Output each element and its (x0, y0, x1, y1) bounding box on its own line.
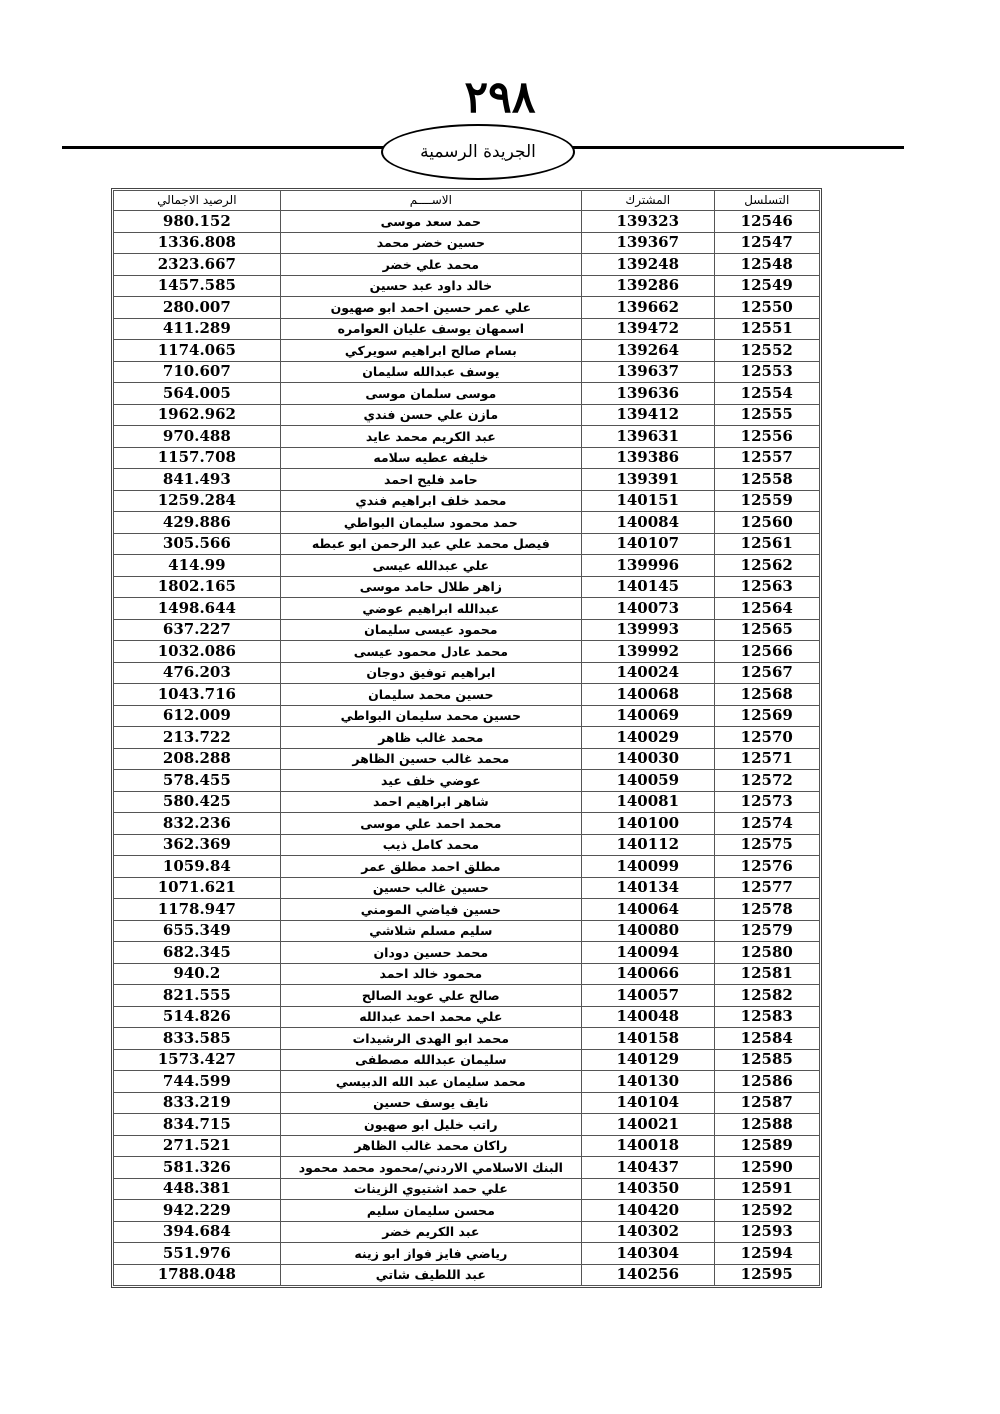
balance-cell: 970.488 (114, 426, 281, 448)
table-row (114, 426, 820, 448)
table-row (114, 1178, 820, 1200)
subscriber-cell: 139992 (581, 641, 714, 663)
balance-cell: 744.599 (114, 1071, 281, 1093)
subscriber-cell: 140029 (581, 727, 714, 749)
subscriber-cell: 140068 (581, 684, 714, 706)
table-row (114, 619, 820, 641)
serial-cell: 12579 (714, 920, 819, 942)
name-cell: محمد غالب ظاهر (280, 727, 581, 749)
publication-title-oval (381, 124, 575, 180)
balance-cell: 271.521 (114, 1135, 281, 1157)
name-cell: رياضي فايز فواز ابو زينه (280, 1243, 581, 1265)
table-row (114, 555, 820, 577)
balance-cell: 213.722 (114, 727, 281, 749)
table-row (114, 1114, 820, 1136)
name-cell: مازن علي حسن فندي (280, 404, 581, 426)
balance-cell: 414.99 (114, 555, 281, 577)
balance-cell: 564.005 (114, 383, 281, 405)
subscriber-cell: 140158 (581, 1028, 714, 1050)
table-row (114, 1028, 820, 1050)
serial-cell: 12557 (714, 447, 819, 469)
table-row (114, 770, 820, 792)
serial-cell: 12580 (714, 942, 819, 964)
subscriber-cell: 140104 (581, 1092, 714, 1114)
name-cell: اسمهان يوسف عليان العوامره (280, 318, 581, 340)
serial-cell: 12571 (714, 748, 819, 770)
table-row (114, 641, 820, 663)
serial-cell: 12586 (714, 1071, 819, 1093)
table-row (114, 813, 820, 835)
name-cell: عبد اللطيف شاتي (280, 1264, 581, 1286)
table-row (114, 447, 820, 469)
table-row (114, 469, 820, 491)
name-cell: خليفه عطيه سلامه (280, 447, 581, 469)
table-row (114, 1071, 820, 1093)
balance-cell: 1157.708 (114, 447, 281, 469)
name-cell: حمد محمود سليمان البواطي (280, 512, 581, 534)
name-cell: حسين غالب حسين (280, 877, 581, 899)
balance-cell: 1071.621 (114, 877, 281, 899)
table-row (114, 684, 820, 706)
serial-cell: 12561 (714, 533, 819, 555)
balance-cell: 514.826 (114, 1006, 281, 1028)
name-cell: محمد كامل ذيب (280, 834, 581, 856)
balance-cell: 637.227 (114, 619, 281, 641)
balance-cell: 2323.667 (114, 254, 281, 276)
table-row (114, 985, 820, 1007)
balance-cell: 942.229 (114, 1200, 281, 1222)
subscriber-cell: 140350 (581, 1178, 714, 1200)
name-cell: علي عمر حسين احمد ابو صهيون (280, 297, 581, 319)
name-cell: راكان محمد غالب الظاهر (280, 1135, 581, 1157)
serial-cell: 12564 (714, 598, 819, 620)
name-cell: عوضي خلف عيد (280, 770, 581, 792)
table-row (114, 662, 820, 684)
table-row (114, 1049, 820, 1071)
serial-cell: 12581 (714, 963, 819, 985)
column-header-serial: التسلسل (714, 191, 819, 211)
subscriber-cell: 140059 (581, 770, 714, 792)
serial-cell: 12553 (714, 361, 819, 383)
table-row (114, 275, 820, 297)
serial-cell: 12550 (714, 297, 819, 319)
serial-cell: 12587 (714, 1092, 819, 1114)
balance-cell: 940.2 (114, 963, 281, 985)
name-cell: عبد الكريم خضر (280, 1221, 581, 1243)
page-number: ٢٩٨ (464, 72, 536, 123)
serial-cell: 12584 (714, 1028, 819, 1050)
publication-title: الجريدة الرسمية (420, 142, 536, 162)
table-row (114, 834, 820, 856)
table-row (114, 942, 820, 964)
table-row (114, 576, 820, 598)
name-cell: محمود عيسى سليمان (280, 619, 581, 641)
table-row (114, 254, 820, 276)
balance-cell: 429.886 (114, 512, 281, 534)
subscriber-cell: 140129 (581, 1049, 714, 1071)
serial-cell: 12551 (714, 318, 819, 340)
balance-cell: 581.326 (114, 1157, 281, 1179)
serial-cell: 12555 (714, 404, 819, 426)
name-cell: حامد فليح احمد (280, 469, 581, 491)
table-row (114, 1200, 820, 1222)
subscriber-cell: 140048 (581, 1006, 714, 1028)
serial-cell: 12589 (714, 1135, 819, 1157)
name-cell: محمد سليمان عبد الله الدبيسي (280, 1071, 581, 1093)
serial-cell: 12546 (714, 211, 819, 233)
subscriber-cell: 140112 (581, 834, 714, 856)
serial-cell: 12574 (714, 813, 819, 835)
serial-cell: 12556 (714, 426, 819, 448)
table-row (114, 232, 820, 254)
name-cell: سليم مسلم شلاشي (280, 920, 581, 942)
table-row (114, 211, 820, 233)
subscriber-cell: 140057 (581, 985, 714, 1007)
column-header-name: الاســــم (280, 191, 581, 211)
serial-cell: 12594 (714, 1243, 819, 1265)
serial-cell: 12590 (714, 1157, 819, 1179)
balance-cell: 1259.284 (114, 490, 281, 512)
name-cell: نايف يوسف حسين (280, 1092, 581, 1114)
column-header-balance: الرصيد الاجمالي (114, 191, 281, 211)
subscriber-cell: 139631 (581, 426, 714, 448)
name-cell: حمد سعد موسى (280, 211, 581, 233)
table-row (114, 512, 820, 534)
name-cell: شاهر ابراهيم احمد (280, 791, 581, 813)
balance-cell: 1962.962 (114, 404, 281, 426)
balance-cell: 1573.427 (114, 1049, 281, 1071)
serial-cell: 12591 (714, 1178, 819, 1200)
balance-cell: 1059.84 (114, 856, 281, 878)
subscriber-cell: 140069 (581, 705, 714, 727)
subscriber-cell: 139993 (581, 619, 714, 641)
subscriber-cell: 140024 (581, 662, 714, 684)
name-cell: محمد ابو الهدى الرشيدات (280, 1028, 581, 1050)
balance-cell: 1178.947 (114, 899, 281, 921)
subscriber-cell: 139248 (581, 254, 714, 276)
subscriber-cell: 139996 (581, 555, 714, 577)
subscriber-cell: 140302 (581, 1221, 714, 1243)
table-row (114, 1092, 820, 1114)
serial-cell: 12548 (714, 254, 819, 276)
serial-cell: 12585 (714, 1049, 819, 1071)
name-cell: زاهر طلال حامد موسى (280, 576, 581, 598)
name-cell: ابراهيم توفيق دوجان (280, 662, 581, 684)
subscriber-cell: 140145 (581, 576, 714, 598)
table-row (114, 1243, 820, 1265)
serial-cell: 12558 (714, 469, 819, 491)
serial-cell: 12570 (714, 727, 819, 749)
subscriber-cell: 140437 (581, 1157, 714, 1179)
table-row (114, 1135, 820, 1157)
balance-cell: 394.684 (114, 1221, 281, 1243)
name-cell: سليمان عبدالله مصطفى (280, 1049, 581, 1071)
table-row (114, 533, 820, 555)
table-row (114, 899, 820, 921)
subscriber-cell: 140304 (581, 1243, 714, 1265)
balance-cell: 448.381 (114, 1178, 281, 1200)
subscriber-cell: 140073 (581, 598, 714, 620)
serial-cell: 12567 (714, 662, 819, 684)
serial-cell: 12566 (714, 641, 819, 663)
serial-cell: 12576 (714, 856, 819, 878)
table-row (114, 361, 820, 383)
subscriber-cell: 140030 (581, 748, 714, 770)
subscriber-cell: 140151 (581, 490, 714, 512)
name-cell: محمد علي خضر (280, 254, 581, 276)
name-cell: علي محمد احمد عبدالله (280, 1006, 581, 1028)
subscriber-cell: 139662 (581, 297, 714, 319)
table-row (114, 963, 820, 985)
table-row (114, 1264, 820, 1286)
table-row (114, 705, 820, 727)
table-row (114, 727, 820, 749)
balance-cell: 1043.716 (114, 684, 281, 706)
subscriber-cell: 140064 (581, 899, 714, 921)
subscriber-cell: 140256 (581, 1264, 714, 1286)
serial-cell: 12552 (714, 340, 819, 362)
subscriber-cell: 140420 (581, 1200, 714, 1222)
subscriber-cell: 140100 (581, 813, 714, 835)
balance-cell: 1457.585 (114, 275, 281, 297)
table-row (114, 598, 820, 620)
serial-cell: 12595 (714, 1264, 819, 1286)
balance-cell: 1174.065 (114, 340, 281, 362)
name-cell: عبد الكريم محمد عايد (280, 426, 581, 448)
serial-cell: 12575 (714, 834, 819, 856)
table-row (114, 1221, 820, 1243)
name-cell: مطلق احمد مطلق عمر (280, 856, 581, 878)
name-cell: حسين محمد سليمان (280, 684, 581, 706)
name-cell: محمد حسين دودان (280, 942, 581, 964)
balance-cell: 1802.165 (114, 576, 281, 598)
balance-cell: 476.203 (114, 662, 281, 684)
name-cell: محمد عادل محمود عيسى (280, 641, 581, 663)
balances-table-frame (111, 188, 822, 1288)
name-cell: حسين محمد سليمان البواطي (280, 705, 581, 727)
name-cell: عبدالله ابراهيم عوضي (280, 598, 581, 620)
balance-cell: 1498.644 (114, 598, 281, 620)
table-row (114, 490, 820, 512)
subscriber-cell: 140021 (581, 1114, 714, 1136)
subscriber-cell: 139637 (581, 361, 714, 383)
table-row (114, 1006, 820, 1028)
balance-cell: 841.493 (114, 469, 281, 491)
table-header-row (114, 191, 820, 211)
name-cell: محمد احمد علي موسى (280, 813, 581, 835)
name-cell: راتب خليل ابو صهيون (280, 1114, 581, 1136)
name-cell: بسام صالح ابراهيم سويركي (280, 340, 581, 362)
name-cell: حسين فياضي المومني (280, 899, 581, 921)
subscriber-cell: 140084 (581, 512, 714, 534)
balance-cell: 280.007 (114, 297, 281, 319)
serial-cell: 12592 (714, 1200, 819, 1222)
table-row (114, 318, 820, 340)
serial-cell: 12588 (714, 1114, 819, 1136)
name-cell: محمد خلف ابراهيم فندي (280, 490, 581, 512)
subscriber-cell: 139367 (581, 232, 714, 254)
serial-cell: 12563 (714, 576, 819, 598)
column-header-subscriber: المشترك (581, 191, 714, 211)
name-cell: موسى سلمان موسى (280, 383, 581, 405)
table-row (114, 856, 820, 878)
serial-cell: 12568 (714, 684, 819, 706)
serial-cell: 12583 (714, 1006, 819, 1028)
balance-cell: 580.425 (114, 791, 281, 813)
serial-cell: 12572 (714, 770, 819, 792)
name-cell: حسين خضر محمد (280, 232, 581, 254)
serial-cell: 12560 (714, 512, 819, 534)
balance-cell: 208.288 (114, 748, 281, 770)
balance-cell: 305.566 (114, 533, 281, 555)
name-cell: صالح علي عويد الصالح (280, 985, 581, 1007)
name-cell: فيصل محمد علي عبد الرحمن ابو عبطه (280, 533, 581, 555)
serial-cell: 12569 (714, 705, 819, 727)
serial-cell: 12565 (714, 619, 819, 641)
name-cell: علي عبدالله عيسى (280, 555, 581, 577)
table-row (114, 383, 820, 405)
serial-cell: 12547 (714, 232, 819, 254)
name-cell: يوسف عبدالله سليمان (280, 361, 581, 383)
serial-cell: 12562 (714, 555, 819, 577)
subscriber-cell: 140099 (581, 856, 714, 878)
balance-cell: 362.369 (114, 834, 281, 856)
subscriber-cell: 140134 (581, 877, 714, 899)
name-cell: محسن سليمان سليم (280, 1200, 581, 1222)
table-row (114, 340, 820, 362)
name-cell: محمود خالد احمد (280, 963, 581, 985)
table-row (114, 748, 820, 770)
name-cell: البنك الاسلامي الاردني/محمود محمد محمود (280, 1157, 581, 1179)
serial-cell: 12577 (714, 877, 819, 899)
table-row (114, 877, 820, 899)
subscriber-cell: 139386 (581, 447, 714, 469)
serial-cell: 12559 (714, 490, 819, 512)
name-cell: علي حمد اشتيوي الزينات (280, 1178, 581, 1200)
name-cell: محمد غالب حسين الظاهر (280, 748, 581, 770)
serial-cell: 12554 (714, 383, 819, 405)
subscriber-cell: 139264 (581, 340, 714, 362)
subscriber-cell: 140018 (581, 1135, 714, 1157)
subscriber-cell: 139391 (581, 469, 714, 491)
subscriber-cell: 140081 (581, 791, 714, 813)
serial-cell: 12573 (714, 791, 819, 813)
balance-cell: 1032.086 (114, 641, 281, 663)
table-body (114, 191, 820, 1286)
subscriber-cell: 140080 (581, 920, 714, 942)
subscriber-cell: 139472 (581, 318, 714, 340)
table-row (114, 297, 820, 319)
subscriber-cell: 140107 (581, 533, 714, 555)
balance-cell: 551.976 (114, 1243, 281, 1265)
subscriber-cell: 139323 (581, 211, 714, 233)
balance-cell: 578.455 (114, 770, 281, 792)
balance-cell: 821.555 (114, 985, 281, 1007)
name-cell: خالد داود عبد حسين (280, 275, 581, 297)
balance-cell: 1788.048 (114, 1264, 281, 1286)
serial-cell: 12582 (714, 985, 819, 1007)
subscriber-cell: 140130 (581, 1071, 714, 1093)
serial-cell: 12549 (714, 275, 819, 297)
serial-cell: 12593 (714, 1221, 819, 1243)
balance-cell: 833.585 (114, 1028, 281, 1050)
subscriber-cell: 140066 (581, 963, 714, 985)
balance-cell: 612.009 (114, 705, 281, 727)
balance-cell: 832.236 (114, 813, 281, 835)
balance-cell: 980.152 (114, 211, 281, 233)
balance-cell: 833.219 (114, 1092, 281, 1114)
table-row (114, 404, 820, 426)
balance-cell: 834.715 (114, 1114, 281, 1136)
table-row (114, 1157, 820, 1179)
balance-cell: 411.289 (114, 318, 281, 340)
balance-cell: 655.349 (114, 920, 281, 942)
subscriber-cell: 139636 (581, 383, 714, 405)
subscriber-cell: 139412 (581, 404, 714, 426)
balance-cell: 682.345 (114, 942, 281, 964)
table-row (114, 920, 820, 942)
table-row (114, 791, 820, 813)
subscriber-cell: 140094 (581, 942, 714, 964)
subscriber-cell: 139286 (581, 275, 714, 297)
balance-cell: 1336.808 (114, 232, 281, 254)
balance-cell: 710.607 (114, 361, 281, 383)
balances-table (113, 190, 820, 1286)
serial-cell: 12578 (714, 899, 819, 921)
